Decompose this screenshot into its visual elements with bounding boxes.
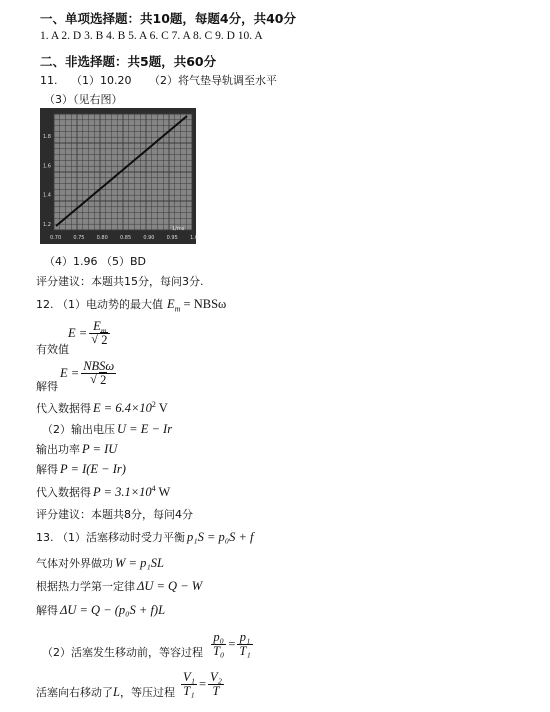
q11-number: 11. xyxy=(40,74,58,87)
q12-line2: 有效值 xyxy=(36,343,69,356)
q12-line8-text: 代入数据得 xyxy=(36,486,91,499)
q13-line5-text: （2）活塞发生移动前，等容过程 xyxy=(42,646,203,659)
q12-line4-text: 代入数据得 xyxy=(36,402,91,415)
q13-l6-num1: V₁ xyxy=(182,669,195,684)
q12-line5-text: （2）输出电压 xyxy=(42,423,115,436)
q12-line6-text: 输出功率 xyxy=(36,443,80,456)
q12-line8 xyxy=(36,484,170,500)
graph-image xyxy=(40,108,196,244)
q12-emf-rhs: = NBSω xyxy=(180,296,227,311)
q13-line4 xyxy=(36,602,165,618)
q12-frac2-lhs: E = xyxy=(60,366,80,380)
q12-line1-text: 12. （1）电动势的最大值 xyxy=(36,298,163,311)
q13-l6-num2: V₂ xyxy=(210,669,222,684)
q12-line7-eq: P = I(E − Ir) xyxy=(60,461,126,476)
q12-frac1-den: 2 xyxy=(101,333,108,347)
q12-eff-formula-2 xyxy=(60,360,118,387)
graph-y-tick: 1.6 xyxy=(43,163,51,170)
q12-frac2 xyxy=(81,360,116,387)
q12-frac1 xyxy=(89,320,110,347)
q12-emf-symbol: E xyxy=(167,296,175,311)
q12-frac2-num: NBSω xyxy=(83,359,115,373)
q12-line3: 解得 xyxy=(36,380,58,393)
q13-line1-eq: p₁S = p₀S + f xyxy=(187,529,254,544)
graph-x-tick: 0.75 xyxy=(73,235,85,241)
q12-line8-eq: P = 3.1×10 xyxy=(93,484,152,499)
graph-y-tick: 1.4 xyxy=(43,192,51,199)
q13-line3 xyxy=(36,578,202,594)
q12-line7-text: 解得 xyxy=(36,463,58,476)
q12-frac1-num: E xyxy=(93,319,101,333)
q13-l5-num1: p₀ xyxy=(211,631,226,645)
q12-emf-sub: m xyxy=(174,304,181,313)
graph-x-tick: 0.80 xyxy=(96,235,108,241)
q13-line1-text: 13. （1）活塞移动时受力平衡 xyxy=(36,531,185,544)
q13-line6-text-b: ，等压过程 xyxy=(119,686,175,699)
q12-frac1-sub: m xyxy=(100,326,107,336)
q13-l6-den2: T xyxy=(212,683,220,698)
q13-line6-eq: $\frac{\text{V₁}}{\text{T₁}}$ = $\frac{\text{V₂}}{T}$ xyxy=(182,669,222,698)
q13-line6-text: 活塞向右移动了 xyxy=(36,686,113,699)
graph-y-tick: 1.2 xyxy=(43,222,51,228)
q12-line4-eq: E = 6.4×10 xyxy=(93,400,152,415)
q12-line8-unit: W xyxy=(155,484,171,499)
q13-line4-eq: ΔU = Q − (p₀S + f)L xyxy=(60,602,166,617)
q12-line1-eq xyxy=(167,297,226,312)
q12-line5 xyxy=(42,421,172,437)
q13-line4-text: 解得 xyxy=(36,604,58,617)
q11-grading: 评分建议：本题共15分，每问3分. xyxy=(36,275,204,288)
q11-part3: （3）（见右图） xyxy=(44,93,123,106)
q12-line5-eq: U = E − Ir xyxy=(117,421,173,436)
q12-line4-exp: 2 xyxy=(151,399,156,409)
q13-l5-den2: T₁ xyxy=(239,643,251,658)
graph-y-tick: 1.8 xyxy=(43,134,51,140)
q13-line2-eq: W = p₁SL xyxy=(115,555,164,570)
q13-line5-eq: $\frac{\text{p₀}}{\text{T₀}}$ = $\frac{\text{p₁}}{\text{T₁}}$ xyxy=(213,629,251,658)
q13-line1 xyxy=(36,529,254,545)
q13-line6 xyxy=(36,668,226,700)
q11-part2: （2）将气垫导轨调至水平 xyxy=(149,74,277,87)
q13-line2 xyxy=(36,555,164,571)
choice-answers: 1. A 2. D 3. B 4. B 5. A 6. C 7. A 8. C 9. D 10. A xyxy=(40,30,263,42)
q13-line5 xyxy=(42,628,255,660)
q11-part1: （1）10.20 xyxy=(71,74,132,87)
q11-line1 xyxy=(40,72,277,88)
q12-frac1-lhs: E = xyxy=(68,326,88,340)
section-1-heading: 一、单项选择题：共10题，每题4分，共40分 xyxy=(40,11,296,26)
graph-x-tick: 0.70 xyxy=(50,235,62,241)
q12-frac2-den: 2 xyxy=(100,373,107,387)
q12-grading: 评分建议：本题共8分，每问4分 xyxy=(36,508,193,521)
q12-eff-formula xyxy=(68,320,112,347)
q12-line4-unit: V xyxy=(155,400,168,415)
section-2-heading: 二、非选择题：共5题，共60分 xyxy=(40,54,217,69)
q12-line7 xyxy=(36,461,126,477)
q13-line3-eq: ΔU = Q − W xyxy=(137,578,203,593)
q13-l6-den1: T₁ xyxy=(183,683,195,698)
q12-line6 xyxy=(36,441,117,457)
q13-l5-den1: T₀ xyxy=(213,643,225,658)
graph-x-tick: 0.85 xyxy=(120,235,132,241)
q12-line8-exp: 4 xyxy=(151,483,156,493)
q13-l5-num2: p₁ xyxy=(237,631,252,645)
graph-x-tick: 0.95 xyxy=(166,235,178,241)
graph-x-tick: 0.90 xyxy=(143,235,155,241)
q13-line2-text: 气体对外界做功 xyxy=(36,557,113,570)
q13-line3-text: 根据热力学第一定律 xyxy=(36,580,135,593)
q12-line4 xyxy=(36,400,168,416)
graph-x-tick: 1.0 xyxy=(190,235,198,241)
q12-line6-eq: P = IU xyxy=(82,441,118,456)
q13-line6-L: L xyxy=(113,684,120,699)
graph-x-label: 1/ms xyxy=(172,226,185,232)
q11-parts-4-5: （4）1.96 （5）BD xyxy=(44,255,147,268)
q12-line1 xyxy=(36,296,226,312)
